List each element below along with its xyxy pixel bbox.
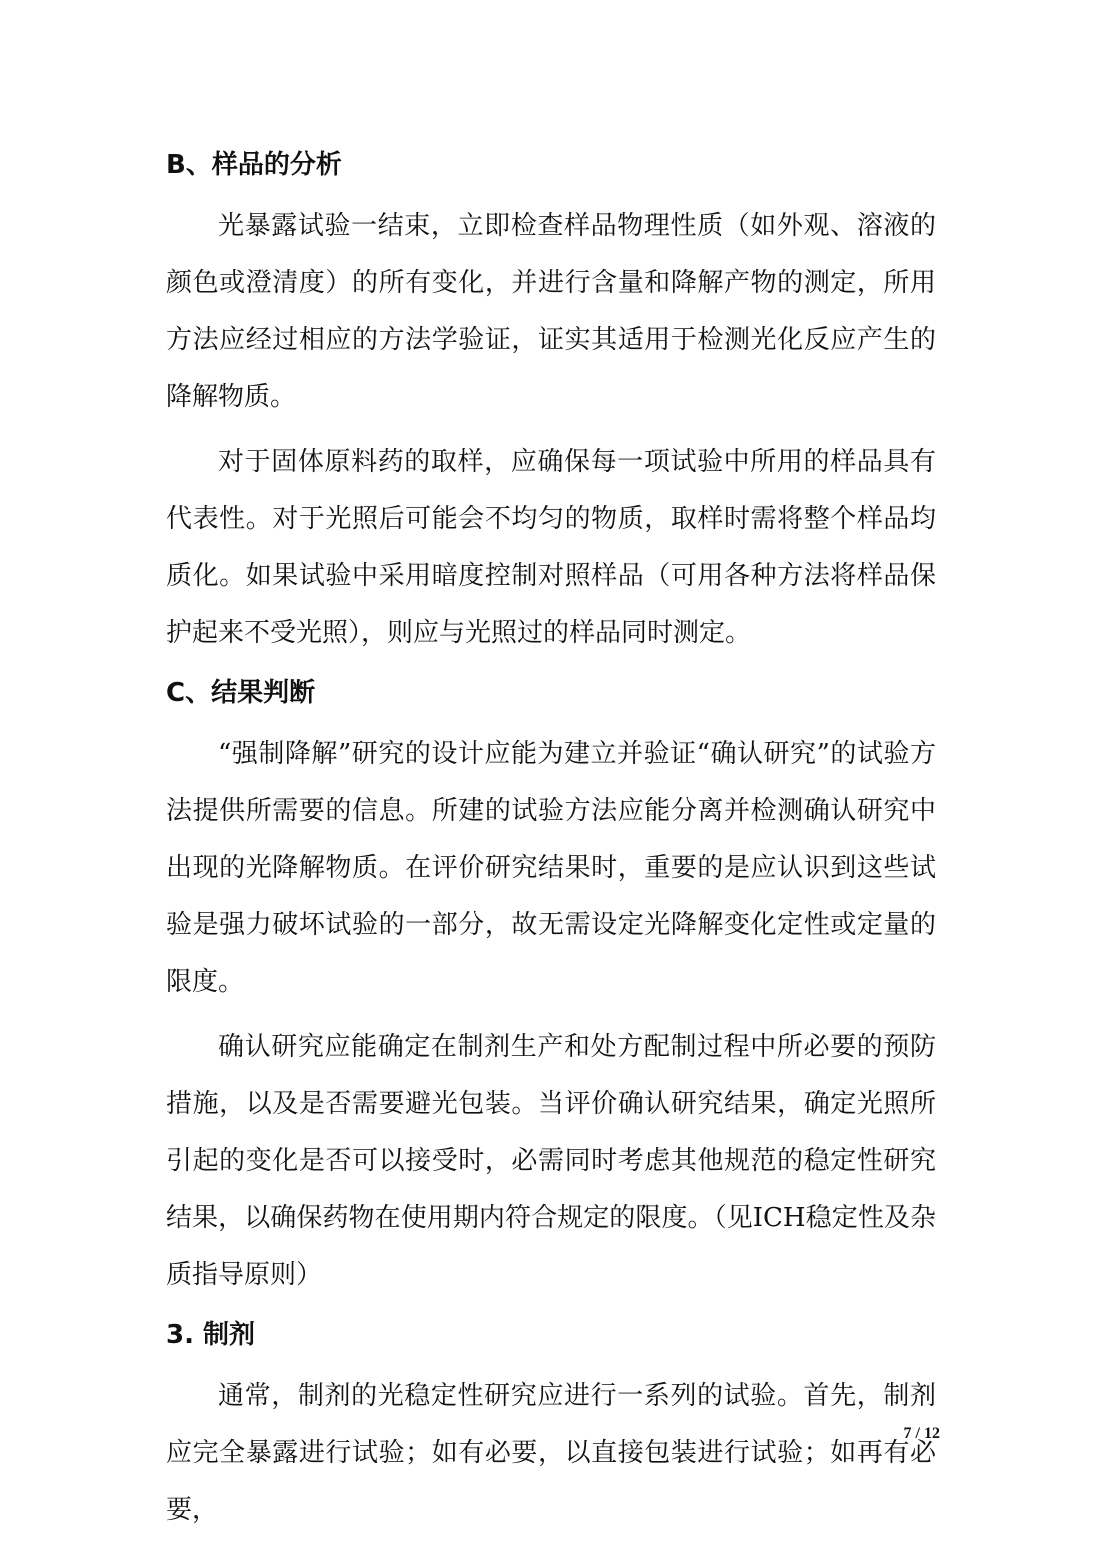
page-number: 7 / 12: [903, 1425, 940, 1442]
section-heading-3: 3. 制剂: [166, 1320, 256, 1350]
paragraph: 通常，制剂的光稳定性研究应进行一系列的试验。首先，制剂应完全暴露进行试验；如有必要，以直接包装进行试验；如再有必要，: [166, 1381, 936, 1525]
paragraph: 确认研究应能确定在制剂生产和处方配制过程中所必要的预防措施，以及是否需要避光包装。当评价确认研究结果，确定光照所引起的变化是否可以接受时，必需同时考虑其他规范的稳定性研究结果，以确保药物在使用期内符合规定的限度。（见ICH稳定性及杂质指导原则）: [166, 1032, 936, 1290]
section-heading-c: C、结果判断: [166, 678, 316, 708]
section-heading-b: B、样品的分析: [166, 150, 342, 180]
paragraph: 光暴露试验一结束，立即检查样品物理性质（如外观、溶液的颜色或澄清度）的所有变化，并进行含量和降解产物的测定，所用方法应经过相应的方法学验证，证实其适用于检测光化反应产生的降解物质。: [166, 211, 936, 412]
paragraph: “强制降解”研究的设计应能为建立并验证“确认研究”的试验方法提供所需要的信息。所建的试验方法应能分离并检测确认研究中出现的光降解物质。在评价研究结果时，重要的是应认识到这些试验是强力破坏试验的一部分，故无需设定光降解变化定性或定量的限度。: [166, 739, 936, 997]
document-body: [166, 140, 936, 1539]
paragraph: 对于固体原料药的取样，应确保每一项试验中所用的样品具有代表性。对于光照后可能会不均匀的物质，取样时需将整个样品均质化。如果试验中采用暗度控制对照样品（可用各种方法将样品保护起来不受光照），则应与光照过的样品同时测定。: [166, 447, 936, 648]
